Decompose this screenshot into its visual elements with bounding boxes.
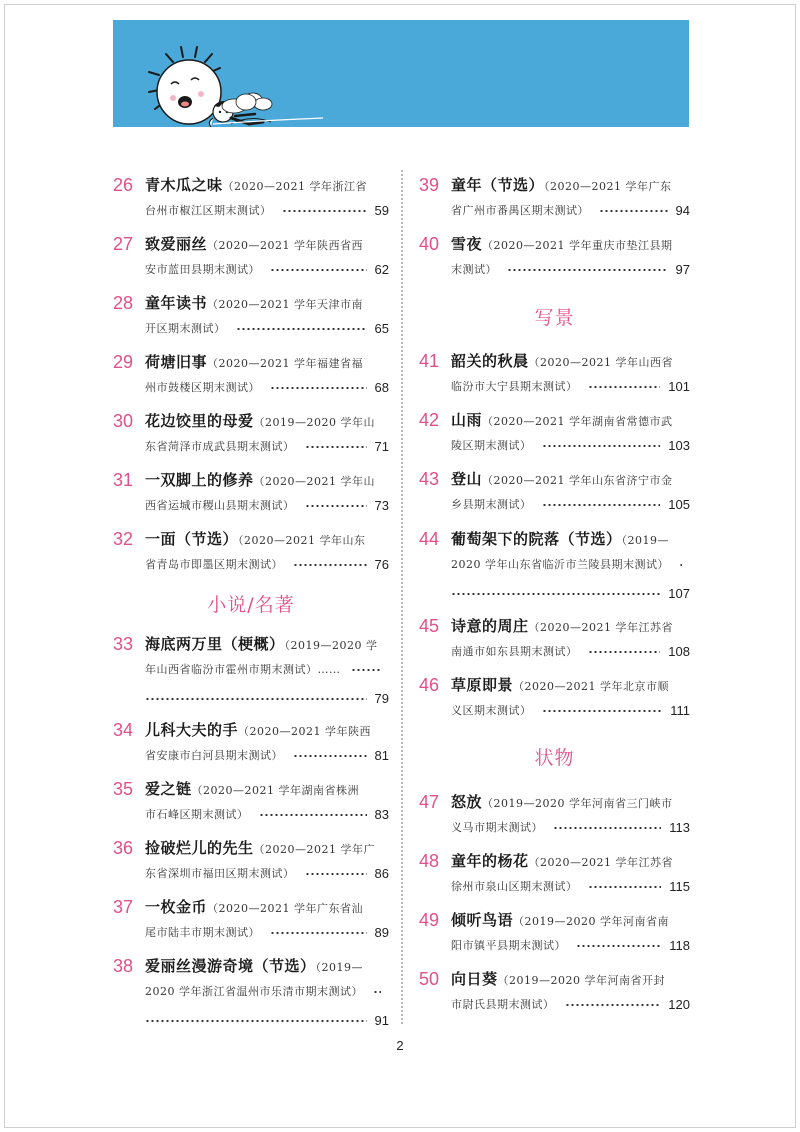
entry-heading	[451, 615, 690, 639]
entry-page-number: 86	[374, 866, 389, 881]
leader-dots	[270, 387, 367, 389]
entry-title: 荷塘旧事	[145, 353, 208, 371]
entry-heading	[451, 968, 690, 992]
entry-number: 43	[419, 469, 440, 489]
entry-source-continued: 省青岛市即墨区期末测试）	[145, 558, 283, 571]
entry-source: （2019—2020 学年河南省三门峡市	[482, 797, 673, 810]
entry-source: （2020—2021 学年陕西	[238, 725, 372, 738]
entry-source-continued: 义马市期末测试）	[451, 821, 543, 834]
entry-title: 致爱丽丝	[145, 235, 208, 253]
entry-page-number: 115	[669, 879, 690, 894]
sun-boy-illustration	[113, 20, 689, 127]
entry-page-number: 68	[374, 380, 389, 395]
entry-number: 30	[113, 411, 134, 431]
leader-dots	[145, 698, 367, 700]
entry-heading	[145, 633, 389, 657]
entry-heading	[145, 410, 389, 434]
entry-title: 韶关的秋晨	[451, 352, 529, 370]
entry-title: 花边饺里的母爱	[145, 412, 254, 430]
entry-source: （2020—2021 学年广	[253, 843, 376, 856]
entry-source-continued: 徐州市泉山区期末测试）	[451, 880, 578, 893]
entry-source: （2019—2020 学年河南省开封	[497, 974, 665, 987]
leader-dots	[588, 886, 662, 888]
entry-number: 31	[113, 470, 134, 490]
leader-dots	[305, 446, 367, 448]
entry-heading	[451, 174, 690, 198]
entry-heading	[145, 528, 389, 552]
entry-source: （2020—2021 学年江苏省	[528, 621, 674, 634]
entry-page-number: 107	[668, 586, 690, 601]
entry-source: （2019—	[621, 534, 670, 547]
entry-title: 诗意的周庄	[451, 617, 529, 635]
leader-dots	[282, 210, 367, 212]
entry-source: （2019—2020 学年山	[253, 416, 376, 429]
entry-source-continued: 省安康市白河县期末测试）	[145, 749, 283, 762]
leader-dots	[542, 710, 663, 712]
entry-heading	[145, 292, 389, 316]
entry-heading	[451, 409, 690, 433]
entry-source: （2020—2021 学年陕西省西	[207, 239, 363, 252]
entry-page-number: 108	[668, 644, 690, 659]
entry-source-continued: 台州市椒江区期末测试）	[145, 204, 272, 217]
entry-source-continued: 尾市陆丰市期末测试）	[145, 926, 260, 939]
entry-page-number: 94	[675, 203, 690, 218]
entry-source: （2020—2021 学年山西省	[528, 356, 674, 369]
leader-dots	[588, 651, 661, 653]
entry-number: 29	[113, 352, 134, 372]
entry-source-continued: 义区期末测试）	[451, 704, 532, 717]
entry-source: （2020—2021 学年湖南省常德市武	[482, 415, 673, 428]
entry-title: 童年读书	[145, 294, 208, 312]
entry-number: 49	[419, 910, 440, 930]
entry-source-continued: 西省运城市稷山县期末测试）	[145, 499, 295, 512]
entry-title: 青木瓜之味	[145, 176, 223, 194]
entry-page-number: 71	[374, 439, 389, 454]
section-heading: 写景	[534, 307, 575, 329]
entry-number: 34	[113, 720, 134, 740]
leader-dots	[305, 873, 367, 875]
entry-page-number: 79	[374, 691, 389, 706]
entry-page-number: 62	[374, 262, 389, 277]
entry-source-continued: 州市鼓楼区期末测试）	[145, 381, 260, 394]
entry-number: 27	[113, 234, 134, 254]
entry-title: 海底两万里（梗概）	[145, 635, 285, 653]
entry-number: 44	[419, 529, 440, 549]
entry-source: （2020—2021 学年湖南省株洲	[191, 784, 359, 797]
entry-source-continued: 末测试）	[451, 263, 497, 276]
leader-dots	[270, 932, 367, 934]
entry-source-continued: 南通市如东县期末测试）	[451, 645, 578, 658]
header-banner	[113, 20, 689, 127]
entry-number: 48	[419, 851, 440, 871]
entry-source: （2020—2021 学年浙江省	[222, 180, 368, 193]
entry-heading	[145, 233, 389, 257]
entry-source-continued: 省广州市番禺区期末测试）	[451, 204, 589, 217]
entry-title: 一面（节选）	[145, 530, 239, 548]
entry-page-number: 76	[374, 557, 389, 572]
entry-title: 登山	[451, 470, 483, 488]
entry-heading	[145, 719, 389, 743]
entry-heading	[451, 791, 690, 815]
entry-title: 童年的杨花	[451, 852, 529, 870]
page-number: 2	[396, 1038, 404, 1053]
entry-page-number: 89	[374, 925, 389, 940]
entry-heading	[451, 233, 690, 257]
entry-page-number: 65	[374, 321, 389, 336]
entry-title: 草原即景	[451, 676, 514, 694]
entry-heading	[451, 674, 690, 698]
leader-dots	[576, 945, 661, 947]
entry-number: 35	[113, 779, 134, 799]
entry-number: 42	[419, 410, 440, 430]
entry-title: 雪夜	[451, 235, 483, 253]
leader-dots	[553, 827, 661, 829]
entry-source: （2020—2021 学年天津市南	[207, 298, 363, 311]
entry-heading	[145, 896, 389, 920]
entry-page-number: 120	[668, 997, 690, 1012]
entry-source: （2020—2021 学年福建省福	[207, 357, 363, 370]
entry-page-number: 83	[374, 807, 389, 822]
entry-title: 怒放	[451, 793, 483, 811]
entry-number: 28	[113, 293, 134, 313]
entry-source-continued: 陵区期末测试）	[451, 439, 532, 452]
entry-source-continued: 东省菏泽市成武县期末测试）	[145, 440, 295, 453]
entry-page-number: 113	[669, 820, 690, 835]
entry-heading	[145, 174, 389, 198]
entry-page-number: 105	[668, 497, 690, 512]
section-heading: 状物	[534, 747, 575, 769]
leader-dots	[565, 1004, 661, 1006]
entry-source-continued: 东省深圳市福田区期末测试）	[145, 867, 295, 880]
entry-title: 葡萄架下的院落（节选）	[451, 530, 622, 548]
leader-dots	[270, 269, 367, 271]
leader-dots	[542, 504, 661, 506]
entry-number: 33	[113, 634, 134, 654]
entry-title: 爱丽丝漫游奇境（节选）	[145, 957, 316, 975]
entry-source: （2020—2021 学年重庆市垫江县期	[482, 239, 673, 252]
entry-number: 41	[419, 351, 440, 371]
leader-dots	[293, 564, 367, 566]
entry-title: 儿科大夫的手	[145, 721, 239, 739]
entry-page-number: 91	[374, 1013, 389, 1028]
entry-heading	[145, 837, 389, 861]
entry-heading	[451, 528, 690, 552]
entry-title: 捡破烂儿的先生	[145, 839, 254, 857]
leader-dots	[259, 814, 367, 816]
leader-dots	[599, 210, 668, 212]
entry-title: 爱之链	[145, 780, 192, 798]
entry-number: 32	[113, 529, 134, 549]
entry-source-continued: 市尉氏县期末测试）	[451, 998, 555, 1011]
leader-dots	[305, 505, 367, 507]
entry-heading	[451, 468, 690, 492]
entry-number: 26	[113, 175, 134, 195]
entry-number: 40	[419, 234, 440, 254]
entry-title: 童年（节选）	[451, 176, 545, 194]
entry-number: 36	[113, 838, 134, 858]
entry-title: 倾听鸟语	[451, 911, 514, 929]
entry-number: 39	[419, 175, 440, 195]
entry-number: 37	[113, 897, 134, 917]
entry-page-number: 103	[668, 438, 690, 453]
entry-source-continued: 2020 学年浙江省温州市乐清市期末测试）	[145, 985, 363, 998]
leader-dots	[451, 593, 660, 595]
leader-dots	[145, 1020, 367, 1022]
entry-page-number: 97	[675, 262, 690, 277]
entry-heading	[451, 350, 690, 374]
column-divider	[401, 170, 403, 1024]
entry-number: 45	[419, 616, 440, 636]
entry-number: 46	[419, 675, 440, 695]
entry-number: 50	[419, 969, 440, 989]
leader-dots	[588, 386, 661, 388]
entry-title: 一枚金币	[145, 898, 208, 916]
entry-page-number: 81	[374, 748, 389, 763]
section-heading: 小说/名著	[207, 594, 295, 616]
entry-heading	[145, 955, 389, 979]
leader-dots	[236, 328, 367, 330]
entry-source-continued: 安市蓝田县期末测试）	[145, 263, 260, 276]
entry-source: （2020—2021 学年广东省汕	[207, 902, 363, 915]
entry-title: 一双脚上的修养	[145, 471, 254, 489]
entry-source-continued: 乡县期末测试）	[451, 498, 532, 511]
entry-page-number: 101	[668, 379, 690, 394]
entry-source: （2019—2020 学	[284, 639, 378, 652]
entry-source-continued: 临汾市大宁县期末测试）	[451, 380, 578, 393]
entry-source: （2019—2020 学年河南省南	[513, 915, 669, 928]
leader-dots	[293, 755, 367, 757]
entry-source-continued: 市石峰区期末测试）	[145, 808, 249, 821]
entry-source: （2020—2021 学年北京市顺	[513, 680, 669, 693]
entry-page-number: 73	[374, 498, 389, 513]
entry-number: 38	[113, 956, 134, 976]
entry-source-continued: 阳市镇平县期末测试）	[451, 939, 566, 952]
entry-source: （2020—2021 学年江苏省	[528, 856, 674, 869]
entry-source: （2020—2021 学年广东	[544, 180, 672, 193]
entry-number: 47	[419, 792, 440, 812]
entry-heading	[145, 469, 389, 493]
entry-heading	[451, 909, 690, 933]
entry-heading	[145, 778, 389, 802]
entry-heading	[145, 351, 389, 375]
entry-source-continued: 开区期末测试）	[145, 322, 226, 335]
entry-title: 山雨	[451, 411, 483, 429]
entry-page-number: 118	[669, 938, 690, 953]
entry-page-number: 111	[670, 703, 690, 718]
entry-title: 向日葵	[451, 970, 498, 988]
entry-source: （2020—2021 学年山东	[238, 534, 366, 547]
entry-source-continued: 年山西省临汾市霍州市期末测试）……	[145, 663, 341, 676]
leader-dots	[679, 564, 682, 566]
entry-heading	[451, 850, 690, 874]
leader-dots	[351, 669, 382, 671]
entry-source: （2020—2021 学年山东省济宁市金	[482, 474, 673, 487]
leader-dots	[373, 991, 381, 993]
entry-source-continued: 2020 学年山东省临沂市兰陵县期末测试）	[451, 558, 669, 571]
entry-page-number: 59	[374, 203, 389, 218]
entry-source: （2020—2021 学年山	[253, 475, 376, 488]
entry-source: （2019—	[315, 961, 364, 974]
leader-dots	[507, 269, 668, 271]
leader-dots	[542, 445, 661, 447]
